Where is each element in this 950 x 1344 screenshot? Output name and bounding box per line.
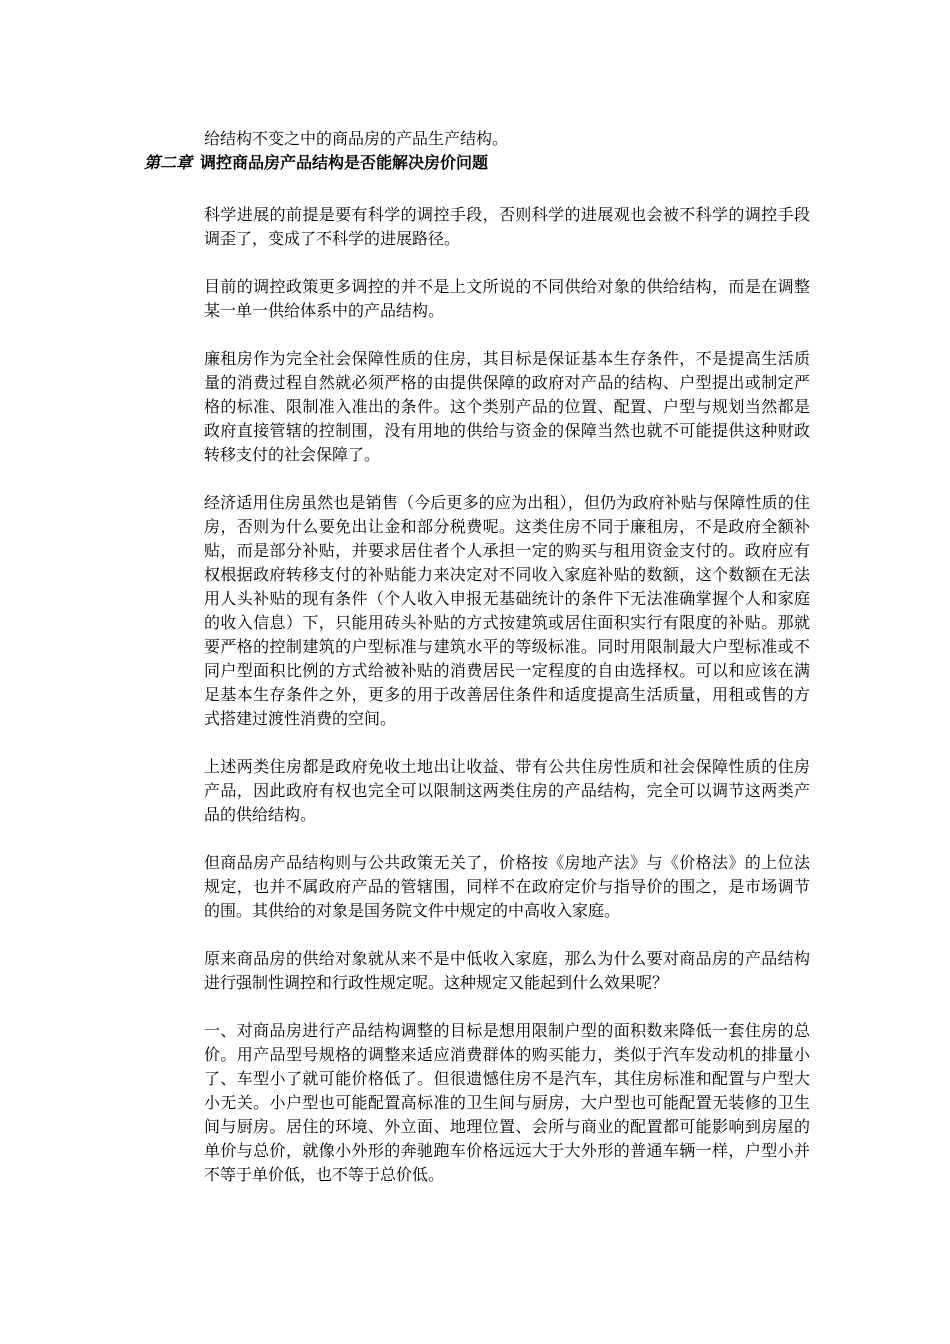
paragraph: 廉租房作为完全社会保障性质的住房，其目标是保证基本生存条件，不是提高生活质量的消费过程自然就必须严格的由提供保障的政府对产品的结构、户型提出或制定严格的标准、限制准入准出的条件。这个类别产品的位置、配置、户型与规划当然都是政府直接管辖的控制围，没有用地的供给与资金的保障当然也就不可能提供这种财政转移支付的社会保障了。: [204, 349, 810, 464]
paragraph: 一、对商品房进行产品结构调整的目标是想用限制户型的面积数来降低一套住房的总价。用产品型号规格的调整来适应消费群体的购买能力，类似于汽车发动机的排量小了、车型小了就可能价格低了。但很遗憾住房不是汽车，其住房标准和配置与户型大小无关。小户型也可能配置高标准的卫生间与厨房，大户型也可能配置无装修的卫生间与厨房。居住的环境、外立面、地理位置、会所与商业的配置都可能影响到房屋的单价与总价，就像小外形的奔驰跑车价格远远大于大外形的普通车辆一样，户型小并不等于单价低，也不等于总价低。: [204, 1021, 810, 1184]
chapter-body: [204, 203, 810, 1211]
paragraph: 上述两类住房都是政府免收土地出让收益、带有公共住房性质和社会保障性质的住房产品，因此政府有权也完全可以限制这两类住房的产品结构，完全可以调节这两类产品的供给结构。: [204, 757, 810, 824]
paragraph: 但商品房产品结构则与公共政策无关了，价格按《房地产法》与《价格法》的上位法规定，也并不属政府产品的管辖围，同样不在政府定价与指导价的围之，是市场调节的围。其供给的对象是国务院文件中规定的中高收入家庭。: [204, 853, 810, 920]
chapter-heading: [144, 151, 488, 175]
paragraph: 原来商品房的供给对象就从来不是中低收入家庭，那么为什么要对商品房的产品结构进行强制性调控和行政性规定呢。这种规定又能起到什么效果呢？: [204, 949, 810, 992]
chapter-number: 第二章: [144, 153, 193, 172]
intro-line: 给结构不变之中的商品房的产品生产结构。: [204, 129, 509, 148]
paragraph: 科学进展的前提是要有科学的调控手段，否则科学的进展观也会被不科学的调控手段调歪了，变成了不科学的进展路径。: [204, 205, 810, 248]
paragraph: 经济适用住房虽然也是销售（今后更多的应为出租），但仍为政府补贴与保障性质的住房，否则为什么要免出让金和部分税费呢。这类住房不同于廉租房，不是政府全额补贴，而是部分补贴，并要求居住者个人承担一定的购买与租用资金支付的。政府应有权根据政府转移支付的补贴能力来决定对不同收入家庭补贴的数额，这个数额在无法用人头补贴的现有条件（个人收入申报无基础统计的条件下无法准确掌握个人和家庭的收入信息）下，只能用砖头补贴的方式按建筑或居住面积实行有限度的补贴。那就要严格的控制建筑的户型标准与建筑水平的等级标准。同时用限制最大户型标准或不同户型面积比例的方式给被补贴的消费居民一定程度的自由选择权。可以和应该在满足基本生存条件之外，更多的用于改善居住条件和适度提高生活质量，用租或售的方式搭建过渡性消费的空间。: [204, 493, 810, 728]
paragraph: 目前的调控政策更多调控的并不是上文所说的不同供给对象的供给结构，而是在调整某一单一供给体系中的产品结构。: [204, 277, 810, 320]
chapter-title: 调控商品房产品结构是否能解决房价问题: [200, 153, 489, 172]
